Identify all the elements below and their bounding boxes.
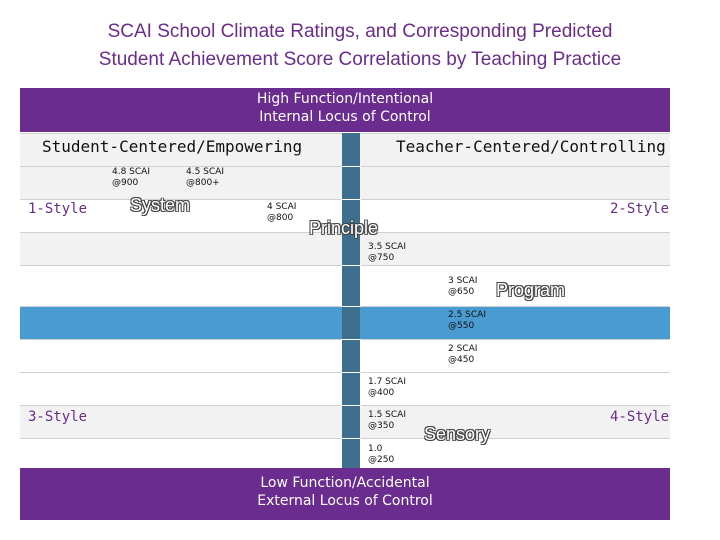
center-axis-bar — [342, 133, 360, 468]
score-1-0 — [368, 444, 394, 466]
score-value: 1.0 — [368, 444, 383, 454]
low-function-line-2: External Locus of Control — [257, 493, 433, 509]
score-value: 2.5 SCAI — [448, 310, 486, 320]
score-value: 4.5 SCAI — [186, 167, 224, 177]
score-achievement: @650 — [448, 287, 475, 297]
score-1-5 — [368, 410, 406, 432]
score-3 — [448, 276, 477, 298]
score-3-5 — [368, 242, 406, 264]
center-axis-divider — [341, 306, 361, 307]
center-axis-divider — [341, 199, 361, 200]
center-axis-divider — [341, 166, 361, 167]
practice-sensory: Sensory — [424, 424, 491, 444]
score-value: 3 SCAI — [448, 276, 478, 286]
center-axis-divider — [341, 405, 361, 406]
score-2-5 — [448, 310, 486, 332]
practice-system: System — [130, 195, 191, 215]
score-achievement: @750 — [368, 253, 395, 263]
practice-program: Program — [496, 280, 566, 300]
score-achievement: @400 — [368, 388, 395, 398]
high-function-line-1: High Function/Intentional — [256, 91, 434, 107]
style-1-label: 1-Style — [28, 201, 88, 217]
score-value: 4 SCAI — [267, 202, 297, 212]
practice-principle: Principle — [309, 218, 379, 238]
title-line-1: SCAI School Climate Ratings, and Corresponding Predicted — [107, 21, 613, 42]
score-achievement: @450 — [448, 355, 475, 365]
score-achievement: @800 — [267, 213, 294, 223]
score-achievement: @900 — [112, 178, 139, 188]
score-4 — [267, 202, 296, 224]
score-2 — [448, 344, 477, 366]
high-function-band — [20, 88, 670, 132]
teacher-centered-label: Teacher-Centered/Controlling — [396, 137, 666, 156]
score-achievement: @350 — [368, 421, 395, 431]
style-2-label: 2-Style — [610, 201, 670, 217]
score-value: 3.5 SCAI — [368, 242, 406, 252]
style-4-label: 4-Style — [610, 409, 670, 425]
score-achievement: @800+ — [186, 178, 220, 188]
score-achievement: @550 — [448, 321, 475, 331]
score-value: 1.5 SCAI — [368, 410, 406, 420]
center-axis-divider — [341, 265, 361, 266]
score-value: 4.8 SCAI — [112, 167, 150, 177]
low-function-line-1: Low Function/Accidental — [260, 475, 430, 491]
student-centered-label: Student-Centered/Empowering — [42, 137, 303, 156]
style-3-label: 3-Style — [28, 409, 88, 425]
score-4-8 — [112, 167, 150, 189]
score-1-7 — [368, 377, 406, 399]
center-axis-divider — [341, 339, 361, 340]
score-value: 2 SCAI — [448, 344, 478, 354]
low-function-band — [20, 468, 670, 520]
score-4-5 — [186, 167, 224, 189]
diagram-title — [0, 18, 720, 74]
score-achievement: @250 — [368, 455, 395, 465]
title-line-2: Student Achievement Score Correlations by Teaching Practice — [98, 49, 622, 70]
score-value: 1.7 SCAI — [368, 377, 406, 387]
center-axis-divider — [341, 372, 361, 373]
center-axis-divider — [341, 438, 361, 439]
high-function-line-2: Internal Locus of Control — [259, 109, 431, 125]
